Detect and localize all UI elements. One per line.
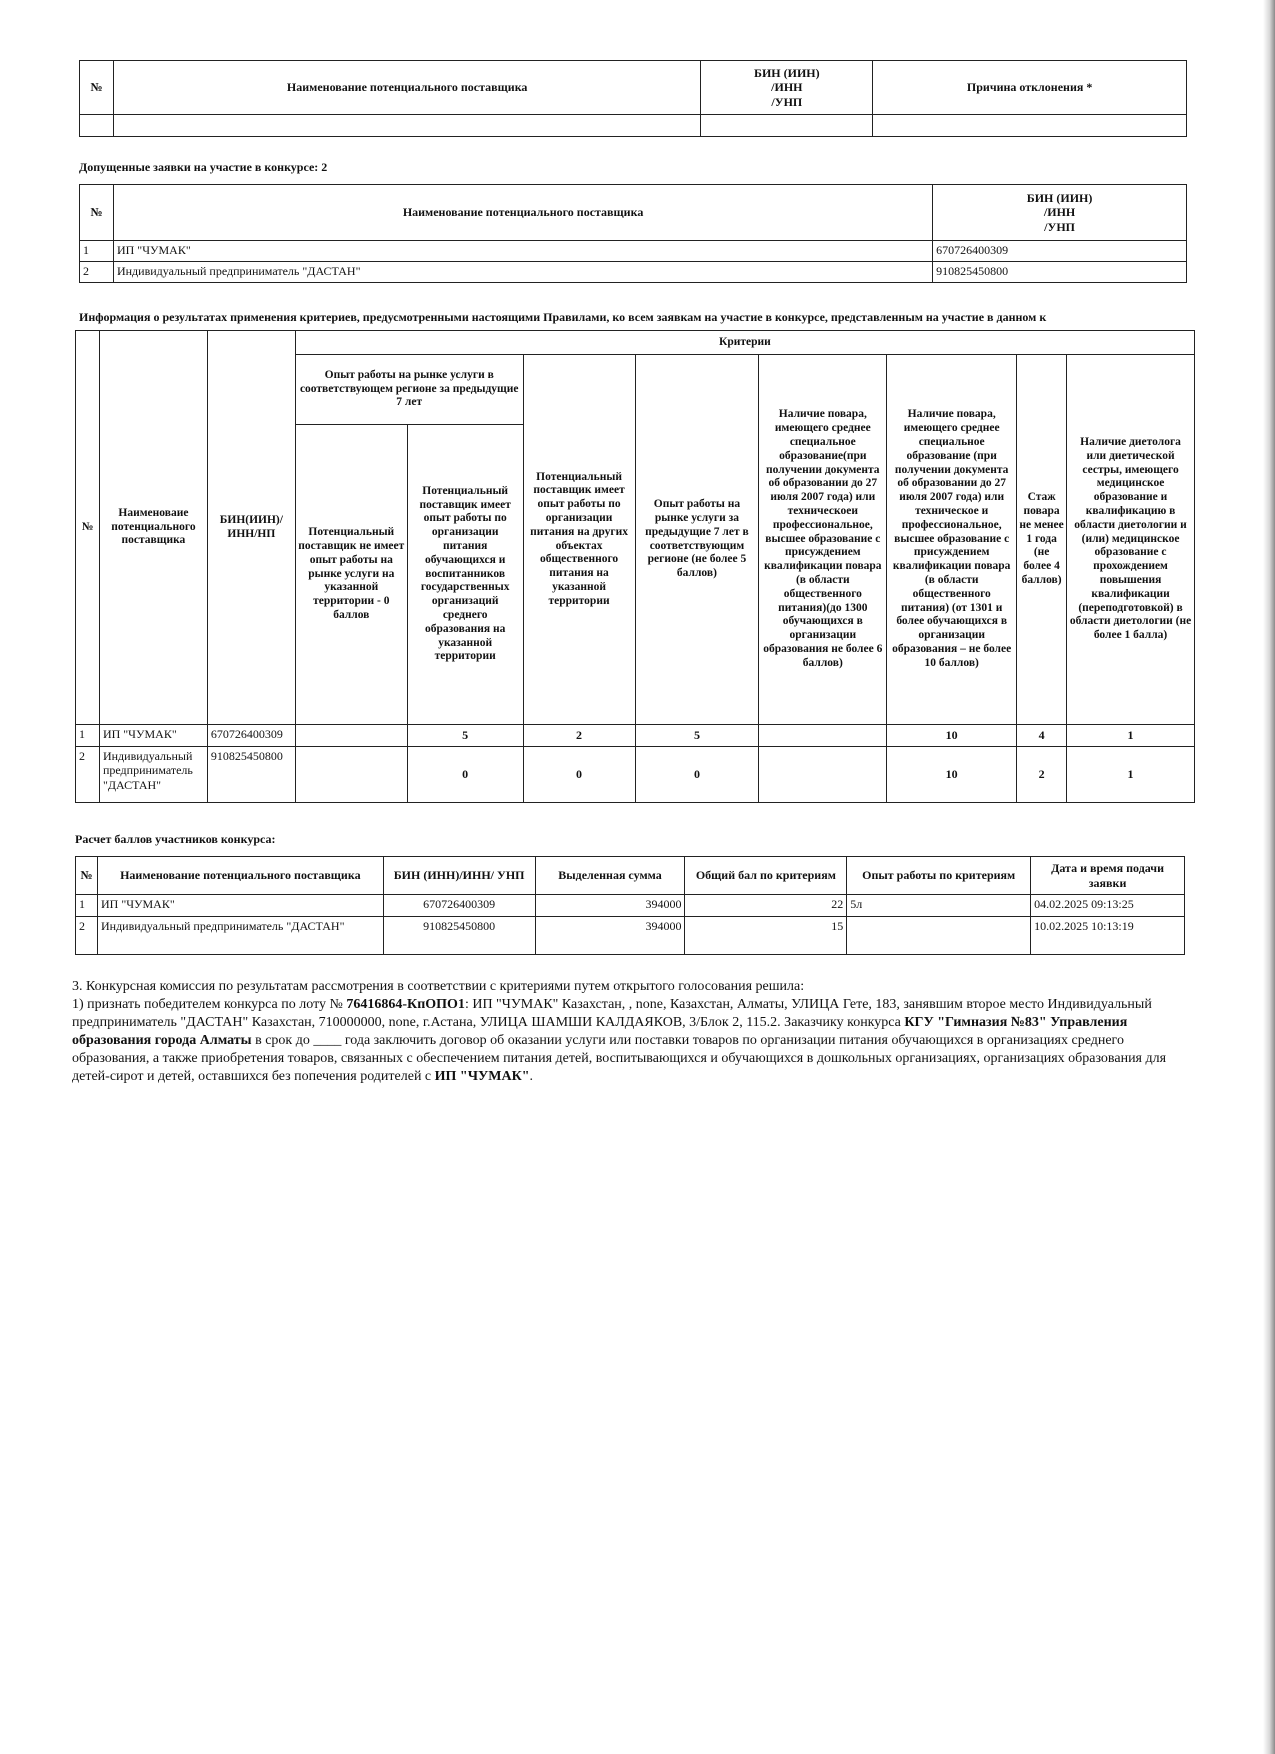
header-bin: БИН(ИИН)/ ИНН/НП xyxy=(207,331,295,725)
header-total-score: Общий бал по критериям xyxy=(685,857,847,895)
header-number: № xyxy=(80,185,114,241)
winner-name: ИП "ЧУМАК" xyxy=(434,1068,530,1084)
score-c5 xyxy=(759,725,887,747)
table-row xyxy=(80,262,1187,283)
header-experience: Опыт работы по критериям xyxy=(847,857,1031,895)
decision-text-b: : ИП "ЧУМАК" Казахстан, , none, Казахстан, Алматы, УЛИЦА Гете, 183, занявшим второе место Индивидуальный предприниматель "ДАСТАН" Казахстан, 710000000, none, г.Астана, УЛИЦА ШАМШИ КАЛДАЯКОВ, 3/Блок 2, 115.2. Заказчику конкурса xyxy=(72,996,1152,1030)
table-row xyxy=(76,917,1185,955)
row-number: 2 xyxy=(76,747,100,803)
header-criterion-6: Наличие повара, имеющего среднее специальное образование (при получении документа об образовании до 27 июля 2007 года) или техническое и профессиональное, высшее образование с присуждением квалификации повара (в области общественного питания) (от 1301 и более обучающихся в организации образования – не более 10 баллов) xyxy=(887,355,1017,725)
header-supplier-name: Наименование потенциального поставщика xyxy=(113,61,700,115)
decision-intro: 3. Конкурсная комиссия по результатам рассмотрения в соответствии с критериями путем открытого голосования решила: xyxy=(72,979,805,994)
supplier-name: ИП "ЧУМАК" xyxy=(99,725,207,747)
empty-cell xyxy=(701,115,873,137)
supplier-bin: 910825450800 xyxy=(207,747,295,803)
header-allocated-amount: Выделенная сумма xyxy=(535,857,685,895)
supplier-bin: 670726400309 xyxy=(933,241,1187,262)
score-c8: 1 xyxy=(1067,747,1195,803)
supplier-name: Индивидуальный предприниматель "ДАСТАН" xyxy=(99,747,207,803)
supplier-bin: 670726400309 xyxy=(207,725,295,747)
score-c4: 5 xyxy=(635,725,759,747)
criteria-title: Информация о результатах применения критериев, предусмотренными настоящими Правилами, ко всем заявкам на участие в конкурсе, представленным на участие в данном к xyxy=(79,310,1047,324)
header-number: № xyxy=(76,331,100,725)
score-c2: 0 xyxy=(407,747,523,803)
decision-text-end: . xyxy=(529,1068,534,1084)
customer-name: КГУ "Гимназия №83" Управления образования города Алматы xyxy=(72,1014,1128,1048)
header-criterion-4: Опыт работы на рынке услуги за предыдущие 7 лет в соответствующим регионе (не более 5 баллов) xyxy=(635,355,759,725)
header-criterion-8: Наличие диетолога или диетической сестры, имеющего медицинское образование и квалификацию в области диетологии и (или) медицинское образование с прохождением повышения квалификации (переподготовкой) в области диетологии (не более 1 балла) xyxy=(1067,355,1195,725)
score-c6: 10 xyxy=(887,747,1017,803)
table-row xyxy=(76,725,1195,747)
decision-text xyxy=(72,978,1182,1085)
table-row xyxy=(80,241,1187,262)
supplier-name: Индивидуальный предприниматель "ДАСТАН" xyxy=(113,262,932,283)
header-criterion-5: Наличие повара, имеющего среднее специальное образование(при получении документа об образовании до 27 июля 2007 года) или техническоеи профессиональное, высшее образование с присуждением квалификации повара (в области общественного питания)(до 1300 обучающихся в организации образования не более 6 баллов) xyxy=(759,355,887,725)
allocated-amount: 394000 xyxy=(535,895,685,917)
scores-table xyxy=(75,856,1185,955)
criteria-results-table xyxy=(75,330,1195,803)
supplier-bin: 910825450800 xyxy=(933,262,1187,283)
scores-title: Расчет баллов участников конкурса: xyxy=(75,832,276,846)
admitted-title: Допущенные заявки на участие в конкурсе: 2 xyxy=(79,160,328,174)
scan-edge xyxy=(1263,0,1275,1754)
decision-text-c: в срок до ____ года заключить договор об оказании услуги или поставки товаров по организации питания обучающихся в организациях среднего образования, а также приобретения товаров, связанных с обеспечением питания детей, воспитывающихся и обучающихся в дошкольных организациях, организациях образования для детей-сирот и детей, оставшихся без попечения родителей с xyxy=(72,1032,1167,1084)
header-bin: БИН (ИНН)/ИНН/ УНП xyxy=(383,857,535,895)
header-bin: БИН (ИИН) /ИНН /УНП xyxy=(933,185,1187,241)
decision-body xyxy=(72,996,1182,1086)
header-number: № xyxy=(76,857,98,895)
score-c8: 1 xyxy=(1067,725,1195,747)
empty-cell xyxy=(113,115,700,137)
header-supplier-name: Наименование потенциального поставщика xyxy=(113,185,932,241)
score-c1 xyxy=(295,725,407,747)
row-number: 2 xyxy=(76,917,98,955)
score-c5 xyxy=(759,747,887,803)
score-c6: 10 xyxy=(887,725,1017,747)
submission-date: 10.02.2025 10:13:19 xyxy=(1031,917,1185,955)
supplier-bin: 670726400309 xyxy=(383,895,535,917)
admitted-applications-table xyxy=(79,184,1187,283)
allocated-amount: 394000 xyxy=(535,917,685,955)
total-score: 15 xyxy=(685,917,847,955)
experience: 5л xyxy=(847,895,1031,917)
rejected-applications-table xyxy=(79,60,1187,137)
table-row xyxy=(76,895,1185,917)
header-supplier-name: Наименоваие потенциального поставщика xyxy=(99,331,207,725)
row-number: 1 xyxy=(80,241,114,262)
row-number: 2 xyxy=(80,262,114,283)
score-c4: 0 xyxy=(635,747,759,803)
supplier-name: ИП "ЧУМАК" xyxy=(113,241,932,262)
header-criteria: Критерии xyxy=(295,331,1194,355)
experience xyxy=(847,917,1031,955)
header-criterion-1: Потенциальный поставщик не имеет опыт работы на рынке услуги на указанной территории - 0 баллов xyxy=(295,425,407,725)
row-number: 1 xyxy=(76,725,100,747)
header-experience-group: Опыт работы на рынке услуги в соответствующем регионе за предыдущие 7 лет xyxy=(295,355,523,425)
score-c1 xyxy=(295,747,407,803)
score-c7: 2 xyxy=(1017,747,1067,803)
empty-cell xyxy=(873,115,1187,137)
total-score: 22 xyxy=(685,895,847,917)
table-row xyxy=(76,747,1195,803)
header-number: № xyxy=(80,61,114,115)
score-c7: 4 xyxy=(1017,725,1067,747)
score-c3: 2 xyxy=(523,725,635,747)
header-criterion-7: Стаж повара не менее 1 года (не более 4 баллов) xyxy=(1017,355,1067,725)
supplier-bin: 910825450800 xyxy=(383,917,535,955)
supplier-name: Индивидуальный предприниматель "ДАСТАН" xyxy=(97,917,383,955)
empty-cell xyxy=(80,115,114,137)
table-row xyxy=(80,115,1187,137)
header-bin: БИН (ИИН) /ИНН /УНП xyxy=(701,61,873,115)
score-c3: 0 xyxy=(523,747,635,803)
row-number: 1 xyxy=(76,895,98,917)
header-criterion-2: Потенциальный поставщик имеет опыт работы по организации питания обучающихся и воспитанников государственных организаций среднего образования на указанной территории xyxy=(407,425,523,725)
score-c2: 5 xyxy=(407,725,523,747)
header-criterion-3: Потенциальный поставщик имеет опыт работы по организации питания на других объектах общественного питания на указанной территории xyxy=(523,355,635,725)
header-rejection-reason: Причина отклонения * xyxy=(873,61,1187,115)
submission-date: 04.02.2025 09:13:25 xyxy=(1031,895,1185,917)
header-supplier-name: Наименование потенциального поставщика xyxy=(97,857,383,895)
header-submission-date: Дата и время подачи заявки xyxy=(1031,857,1185,895)
decision-text-a: 1) признать победителем конкурса по лоту № xyxy=(72,996,347,1012)
lot-number: 76416864-КпОПО1 xyxy=(346,996,465,1012)
supplier-name: ИП "ЧУМАК" xyxy=(97,895,383,917)
